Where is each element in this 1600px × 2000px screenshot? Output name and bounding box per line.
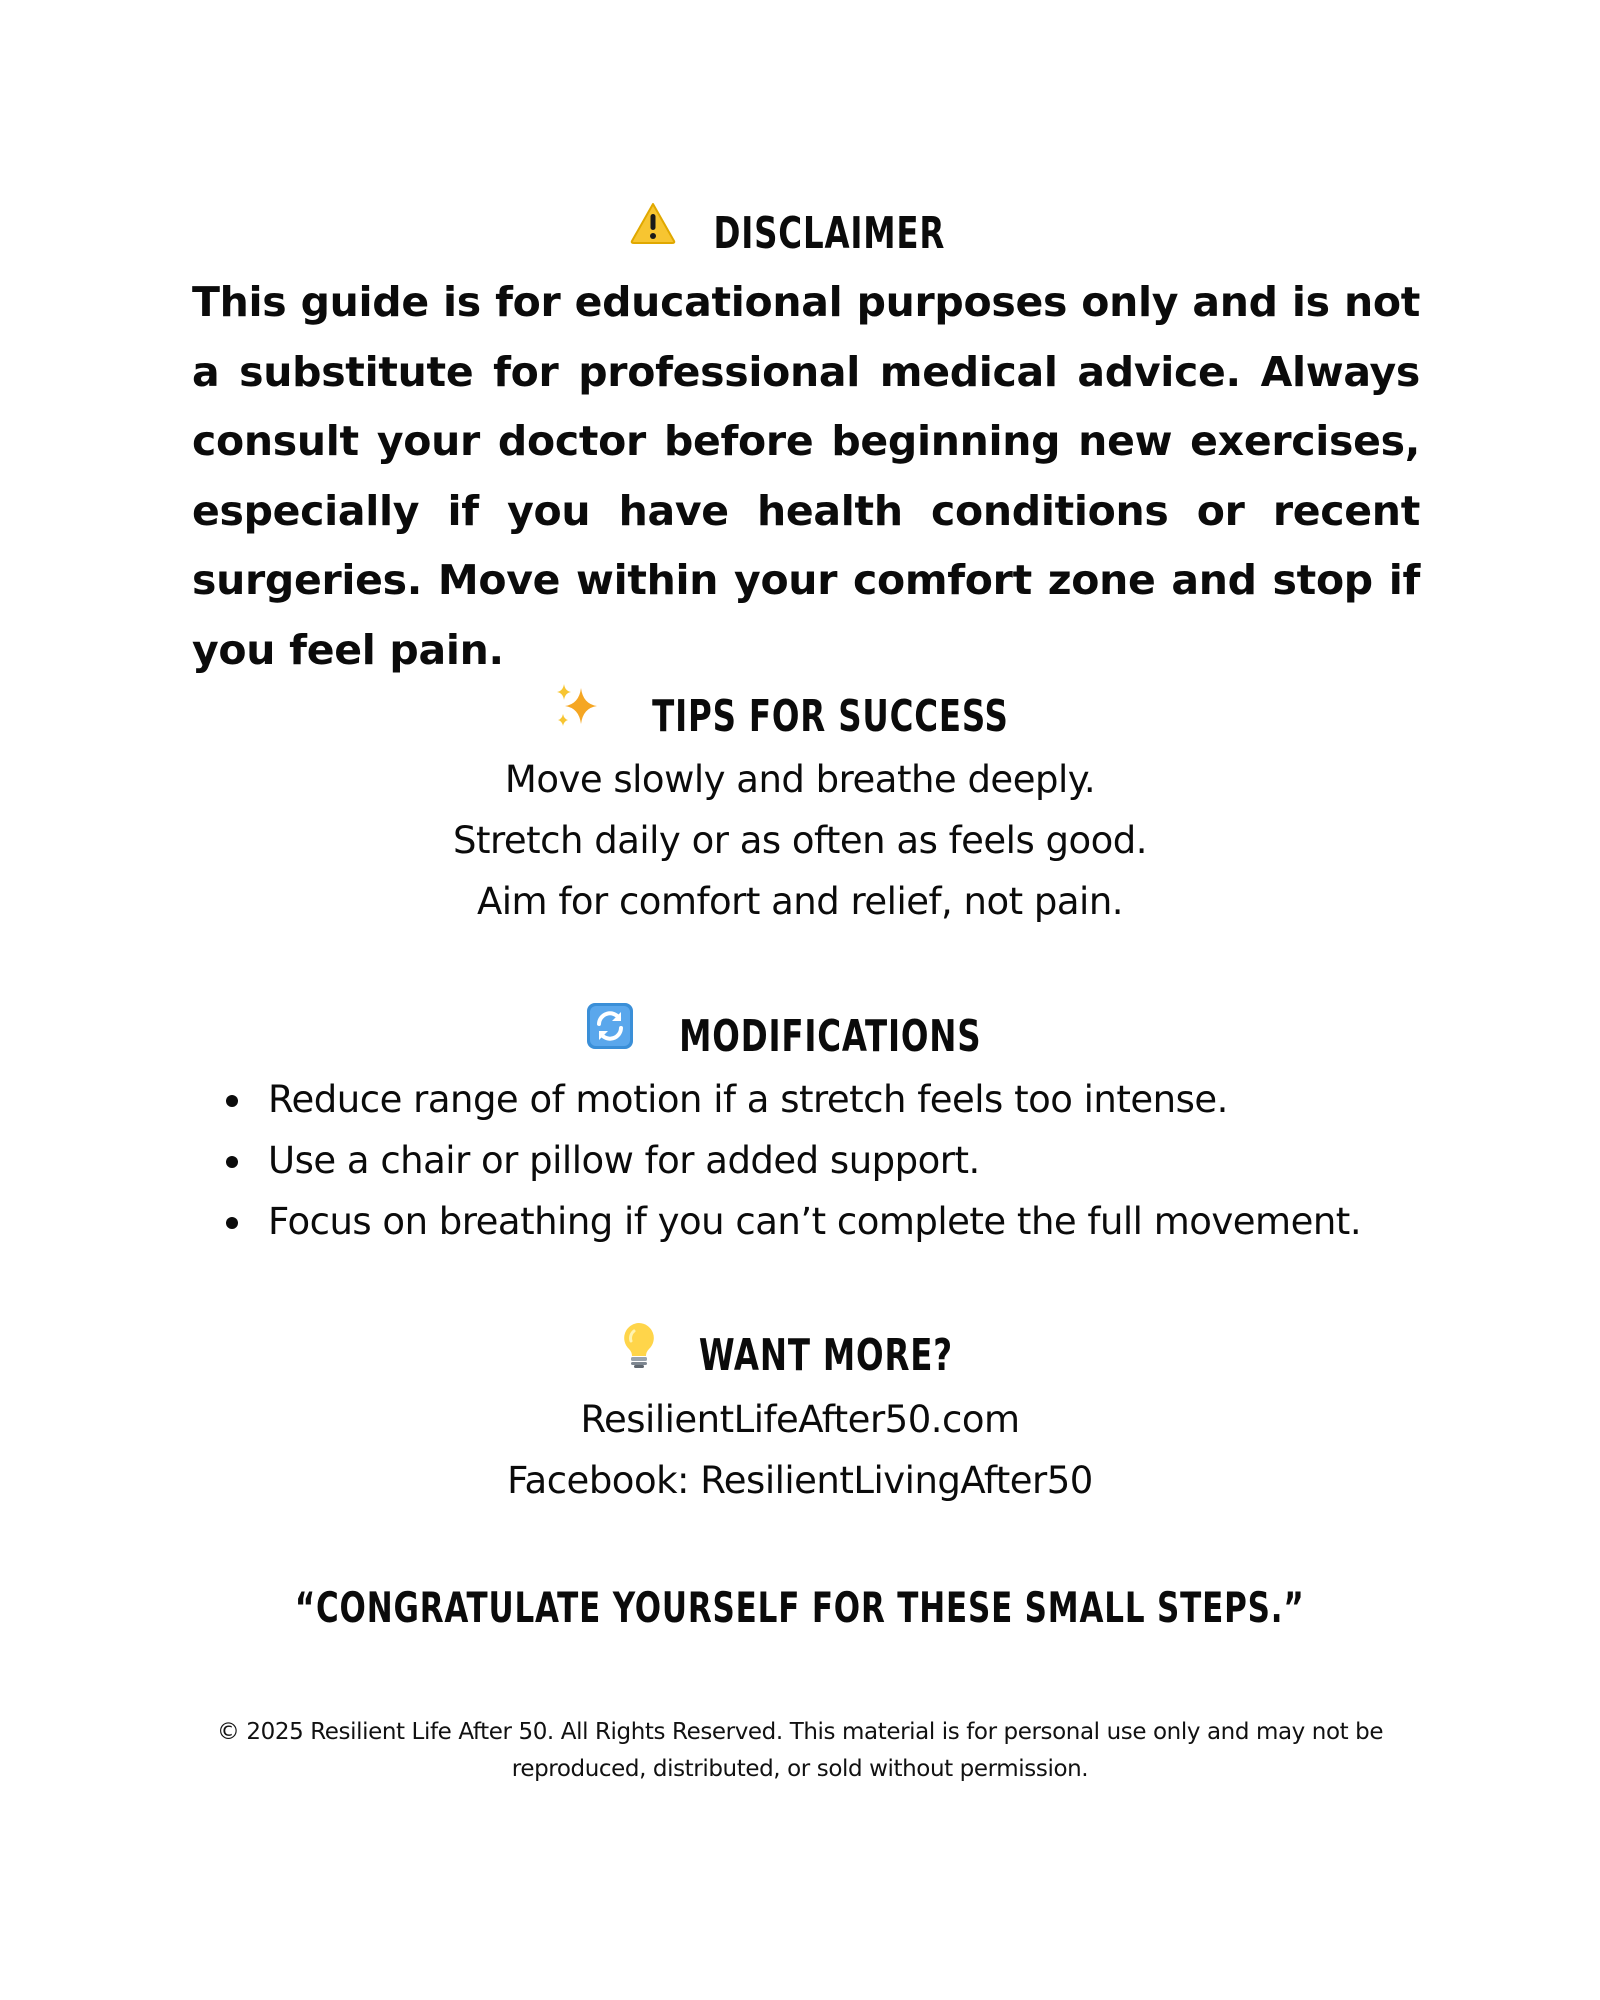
website-link[interactable]: ResilientLifeAfter50.com <box>580 1398 1020 1441</box>
facebook-link[interactable]: Facebook: ResilientLivingAfter50 <box>507 1459 1093 1502</box>
bullet-icon <box>226 1217 238 1229</box>
refresh-arrows-icon <box>586 1002 634 1064</box>
tip-item: Aim for comfort and relief, not pain. <box>476 880 1124 923</box>
sparkles-icon <box>553 682 601 744</box>
copyright-footer <box>200 1714 1400 1788</box>
tips-list <box>0 749 1600 932</box>
disclaimer-text: This guide is for educational purposes only and is not a substitute for professional medical advice. Always consult your doctor before beginning new exercises, especially if you have health conditions or recent surgeries. Move within your comfort zone and stop if you feel pain. <box>192 278 1420 674</box>
modifications-heading <box>0 1006 1600 1068</box>
modifications-list <box>200 1069 1361 1252</box>
tip-item: Stretch daily or as often as feels good. <box>452 819 1147 862</box>
disclaimer-title: DISCLAIMER <box>713 208 945 259</box>
disclaimer-heading <box>0 204 1600 262</box>
copyright-line: reproduced, distributed, or sold without permission. <box>511 1756 1089 1782</box>
want-more-title: WANT MORE? <box>698 1330 954 1381</box>
tip-item: Move slowly and breathe deeply. <box>504 758 1096 801</box>
closing-quote-text: “CONGRATULATE YOURSELF FOR THESE SMALL STEPS.” <box>295 1583 1305 1632</box>
list-item <box>200 1069 1361 1130</box>
list-item <box>200 1130 1361 1191</box>
tips-heading <box>0 686 1600 748</box>
modification-item: Use a chair or pillow for added support. <box>268 1139 980 1182</box>
bullet-icon <box>226 1156 238 1168</box>
modification-item: Focus on breathing if you can’t complete the full movement. <box>268 1200 1362 1243</box>
modification-item: Reduce range of motion if a stretch feels too intense. <box>268 1078 1228 1121</box>
warning-icon <box>630 202 676 258</box>
modifications-title: MODIFICATIONS <box>678 1011 982 1062</box>
contact-info <box>0 1389 1600 1511</box>
list-item <box>200 1191 1361 1252</box>
tips-title: TIPS FOR SUCCESS <box>651 691 1009 742</box>
light-bulb-icon <box>619 1321 659 1383</box>
copyright-line: © 2025 Resilient Life After 50. All Rights Reserved. This material is for personal use only and may not be <box>216 1719 1384 1745</box>
closing-quote <box>0 1580 1600 1636</box>
want-more-heading <box>0 1325 1600 1387</box>
bullet-icon <box>226 1095 238 1107</box>
